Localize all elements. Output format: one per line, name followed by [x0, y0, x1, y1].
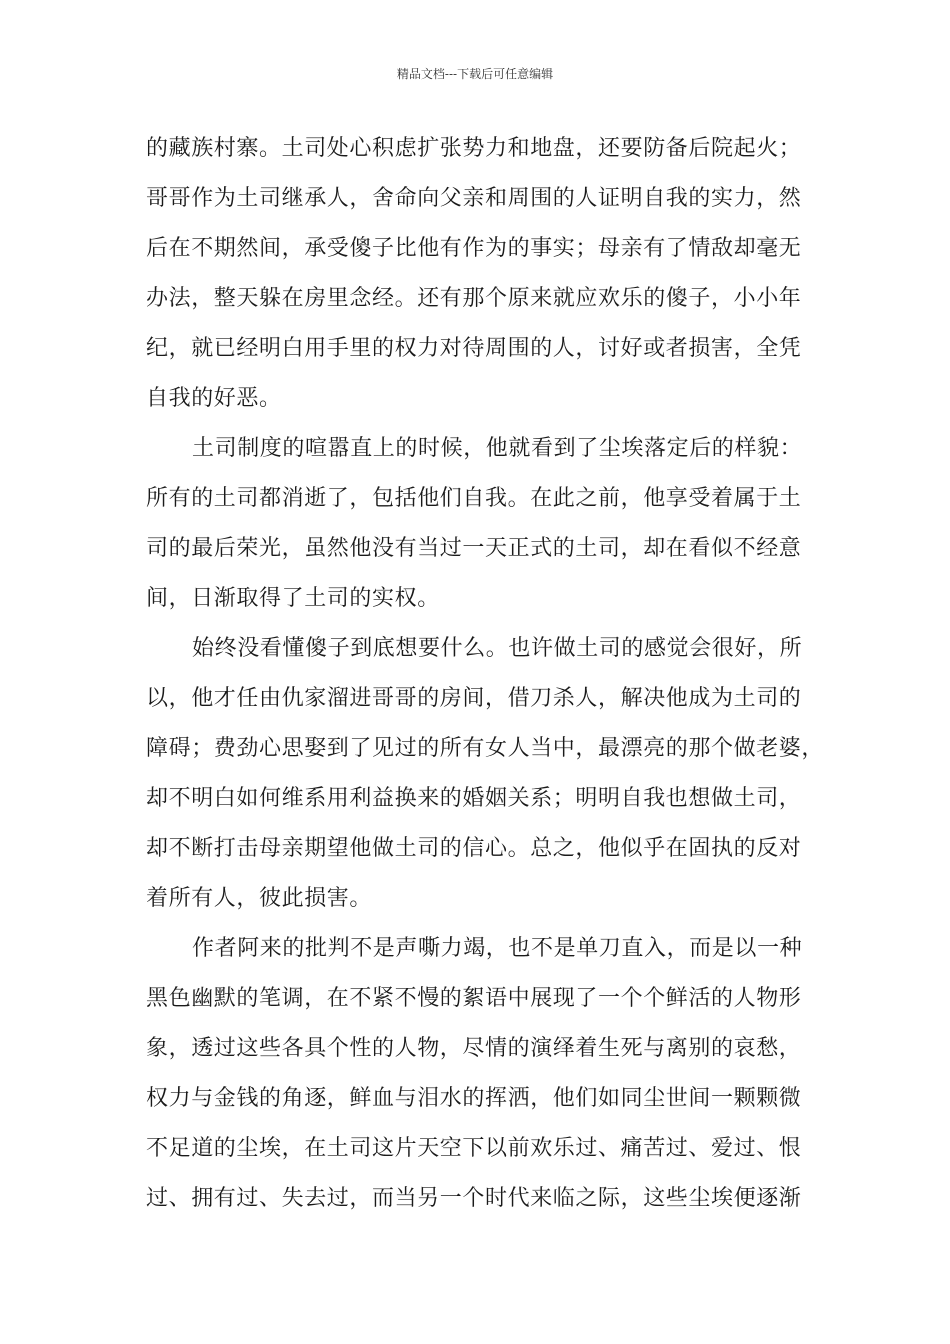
text-line: 却不明白如何维系用利益换来的婚姻关系；明明自我也想做土司，: [146, 786, 802, 811]
text-line: 不足道的尘埃，在土司这片天空下以前欢乐过、痛苦过、爱过、恨: [146, 1136, 802, 1161]
text-line: 纪，就已经明白用手里的权力对待周围的人，讨好或者损害，全凭: [146, 336, 802, 361]
text-line: 始终没看懂傻子到底想要什么。也许做土司的感觉会很好，所: [192, 636, 803, 661]
body-text: [146, 131, 826, 1231]
text-line: 着所有人，彼此损害。: [146, 886, 373, 911]
text-line: 间，日渐取得了土司的实权。: [146, 586, 440, 611]
text-line: 作者阿来的批判不是声嘶力竭，也不是单刀直入，而是以一种: [192, 936, 803, 961]
text-line: 土司制度的喧嚣直上的时候，他就看到了尘埃落定后的样貌：: [192, 436, 803, 461]
text-line: 象，透过这些各具个性的人物，尽情的演绎着生死与离别的哀愁，: [146, 1036, 802, 1061]
text-line: 后在不期然间，承受傻子比他有作为的事实；母亲有了情敌却毫无: [146, 236, 802, 261]
text-line: 以，他才任由仇家溜进哥哥的房间，借刀杀人，解决他成为土司的: [146, 686, 802, 711]
text-line: 却不断打击母亲期望他做土司的信心。总之，他似乎在固执的反对: [146, 836, 802, 861]
text-line: 过、拥有过、失去过，而当另一个时代来临之际，这些尘埃便逐渐: [146, 1186, 802, 1211]
text-line: 办法，整天躲在房里念经。还有那个原来就应欢乐的傻子，小小年: [146, 286, 802, 311]
text-line: 权力与金钱的角逐，鲜血与泪水的挥洒，他们如同尘世间一颗颗微: [146, 1086, 802, 1111]
text-line: 哥哥作为土司继承人，舍命向父亲和周围的人证明自我的实力，然: [146, 186, 802, 211]
page-header: 精品文档---下载后可任意编辑: [396, 67, 554, 81]
text-line: 黑色幽默的笔调，在不紧不慢的絮语中展现了一个个鲜活的人物形: [146, 986, 802, 1011]
text-line: 司的最后荣光，虽然他没有当过一天正式的土司，却在看似不经意: [146, 536, 802, 561]
text-line: 所有的土司都消逝了，包括他们自我。在此之前，他享受着属于土: [146, 486, 802, 511]
text-line: 障碍；费劲心思娶到了见过的所有女人当中，最漂亮的那个做老婆，: [146, 736, 825, 761]
text-line: 自我的好恶。: [146, 386, 282, 411]
text-line: 的藏族村寨。土司处心积虑扩张势力和地盘，还要防备后院起火；: [146, 136, 802, 161]
